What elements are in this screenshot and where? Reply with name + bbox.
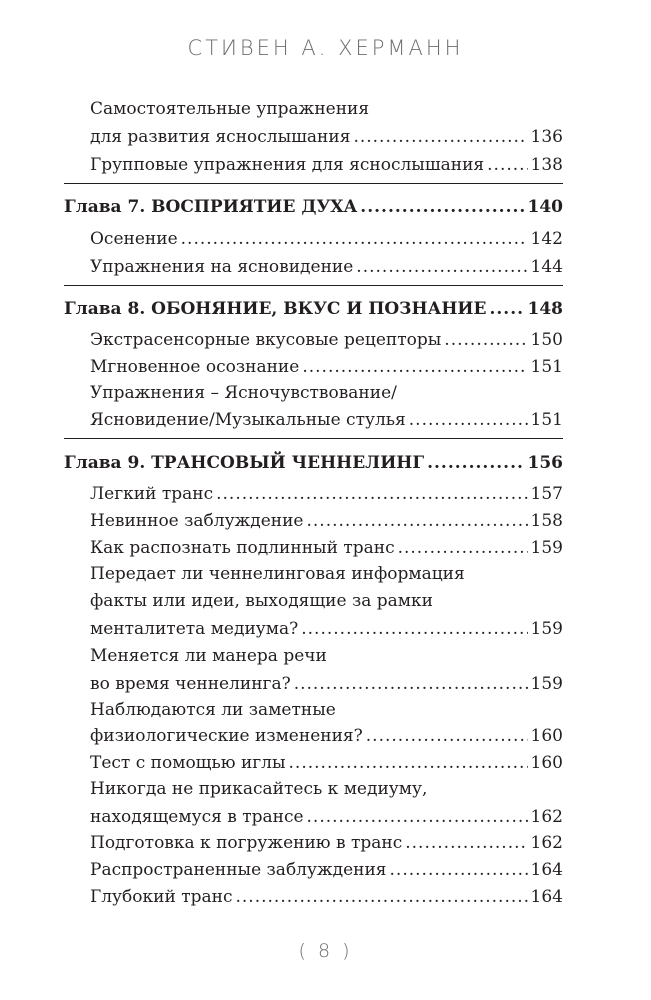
toc-entry [90, 830, 563, 856]
toc-entry-title: Осенение [90, 229, 178, 249]
page-number: 150 [530, 330, 563, 350]
page-number: 136 [530, 127, 563, 147]
leader-dots [360, 194, 524, 220]
toc-entry-title: Групповые упражнения для яснослышания [90, 155, 485, 175]
leader-dots [444, 327, 527, 353]
toc-entry [90, 226, 563, 252]
page-number: 164 [530, 860, 563, 880]
leader-dots [366, 723, 528, 749]
page-number: 151 [530, 357, 563, 377]
page-number: 158 [530, 511, 563, 531]
toc-entry [90, 354, 563, 380]
toc-entry-title: Экстрасенсорные вкусовые рецепторы [90, 330, 442, 350]
page-number: 160 [530, 753, 563, 773]
divider [64, 183, 563, 184]
toc-entry-text: Никогда не прикасайтесь к медиуму, [90, 779, 428, 799]
toc-entry [90, 535, 563, 561]
toc-entry-text: Передает ли ченнелинговая информация [90, 564, 465, 584]
leader-dots [302, 354, 527, 380]
leader-dots [216, 481, 527, 507]
leader-dots [301, 616, 527, 642]
page-number: 164 [530, 887, 563, 907]
chapter-title: Глава 7. ВОСПРИЯТИЕ ДУХА [64, 197, 358, 217]
toc-entry-title: Как распознать подлинный транс [90, 538, 395, 558]
page-number: 142 [530, 229, 563, 249]
leader-dots [427, 450, 524, 476]
toc-entry [90, 857, 563, 883]
toc-entry [90, 407, 563, 433]
divider [64, 438, 563, 439]
toc-entry [90, 671, 563, 697]
toc-entry-text: Наблюдаются ли заметные [90, 700, 336, 720]
toc-entry [90, 616, 563, 642]
toc-entry [90, 723, 563, 749]
page-number: 140 [527, 197, 563, 217]
page-number: 159 [530, 674, 563, 694]
toc-entry [90, 804, 563, 830]
toc-entry-title: Ясновидение/Музыкальные стулья [90, 410, 406, 430]
toc-entry [90, 884, 563, 910]
leader-dots [398, 535, 528, 561]
page-number: 138 [530, 155, 563, 175]
page-number: 160 [530, 726, 563, 746]
toc-entry-title: физиологические изменения? [90, 726, 363, 746]
page-folio: ( 8 ) [298, 940, 353, 962]
toc-entry-title: Тест с помощью иглы [90, 753, 286, 773]
toc-chapter [64, 194, 563, 220]
leader-dots [294, 671, 528, 697]
leader-dots [489, 296, 524, 322]
page-number: 162 [530, 807, 563, 827]
page-number: 157 [530, 484, 563, 504]
toc-entry-title: находящемуся в трансе [90, 807, 304, 827]
running-head: СТИВЕН А. ХЕРМАНН [187, 36, 464, 60]
toc-entry-title: во время ченнелинга? [90, 674, 291, 694]
page-number: 159 [530, 619, 563, 639]
page-number: 162 [530, 833, 563, 853]
toc-entry-title: Мгновенное осознание [90, 357, 300, 377]
toc-entry-title: Распространенные заблуждения [90, 860, 387, 880]
divider [64, 285, 563, 286]
toc-entry-text: Меняется ли манера речи [90, 646, 327, 666]
leader-dots [181, 226, 528, 252]
toc-chapter [64, 450, 563, 476]
toc-entry-title: Подготовка к погружению в транс [90, 833, 403, 853]
leader-dots [409, 407, 528, 433]
toc-entry-title: для развития яснослышания [90, 127, 351, 147]
leader-dots [353, 124, 527, 150]
toc-entry [90, 750, 563, 776]
leader-dots [289, 750, 528, 776]
toc-entry [90, 327, 563, 353]
leader-dots [236, 884, 528, 910]
toc-entry-text: Упражнения – Ясночувствование/ [90, 383, 397, 403]
leader-dots [487, 152, 527, 178]
toc-entry-text: Самостоятельные упражнения [90, 99, 370, 119]
toc-entry [90, 508, 563, 534]
page-number: 151 [530, 410, 563, 430]
chapter-title: Глава 9. ТРАНСОВЫЙ ЧЕННЕЛИНГ [64, 453, 425, 473]
toc-entry-title: Упражнения на ясновидение [90, 257, 354, 277]
toc-entry-title: Легкий транс [90, 484, 214, 504]
leader-dots [307, 804, 528, 830]
toc-entry-title: менталитета медиума? [90, 619, 299, 639]
page-number: 159 [530, 538, 563, 558]
leader-dots [390, 857, 528, 883]
toc-entry-title: Глубокий транс [90, 887, 233, 907]
leader-dots [356, 254, 527, 280]
toc-entry [90, 152, 563, 178]
toc-entry [90, 254, 563, 280]
page-number: 144 [530, 257, 563, 277]
toc-entry-title: Невинное заблуждение [90, 511, 304, 531]
chapter-title: Глава 8. ОБОНЯНИЕ, ВКУС И ПОЗНАНИЕ [64, 299, 487, 319]
toc-entry [90, 124, 563, 150]
toc-entry-text: факты или идеи, выходящие за рамки [90, 591, 433, 611]
page-number: 148 [527, 299, 563, 319]
toc-entry [90, 481, 563, 507]
toc-chapter [64, 296, 563, 322]
leader-dots [405, 830, 527, 856]
leader-dots [306, 508, 527, 534]
page-number: 156 [527, 453, 563, 473]
